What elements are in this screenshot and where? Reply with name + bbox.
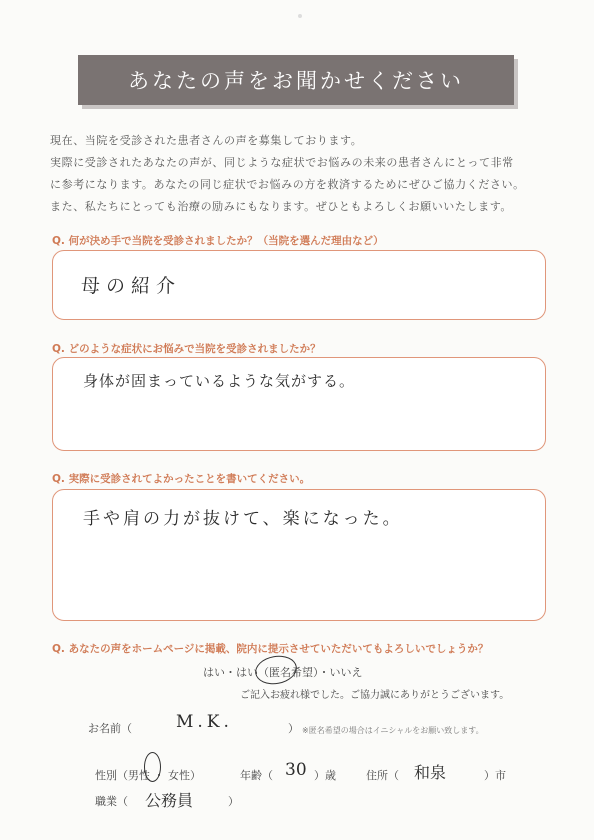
thanks-text: ご記入お疲れ様でした。ご協力誠にありがとうございます。 (240, 690, 510, 701)
answer-3-text: 手や肩の力が抜けて、楽になった。 (83, 509, 403, 529)
intro-line: 現在、当院を受診された患者さんの声を募集しております。 (50, 134, 363, 147)
question-3-label: Q. 実際に受診されてよかったことを書いてください。 (52, 473, 311, 485)
question-1-label: Q. 何が決め手で当院を受診されましたか？（当院を選んだ理由など） (52, 235, 384, 247)
intro-line: に参考になります。あなたの同じ症状でお悩みの方を救済するためにぜひご協力ください。 (50, 178, 525, 191)
address-label: 住所（ (366, 769, 399, 782)
intro-line: 実際に受診されたあなたの声が、同じような症状でお悩みの未来の患者さんにとって非常 (50, 156, 514, 169)
age-label: 年齢（ (240, 769, 273, 782)
name-value[interactable]: M.K. (176, 712, 233, 732)
consent-options[interactable]: はい・はい（匿名希望）・いいえ (203, 666, 363, 679)
fold-mark (298, 14, 302, 18)
job-label: 職業（ (95, 795, 128, 808)
page-title: あなたの声をお聞かせください (78, 55, 514, 105)
consent-question: Q. あなたの声をホームページに掲載、院内に提示させていただいてもよろしいでしょうか？ (52, 643, 489, 655)
name-label: お名前（ (88, 722, 132, 735)
answer-1-text: 母の紹介 (81, 275, 182, 297)
answer-box-2[interactable] (52, 357, 546, 451)
name-close: ） (288, 722, 299, 735)
age-unit: ）歳 (314, 769, 336, 782)
address-unit: ）市 (484, 769, 506, 782)
answer-2-text: 身体が固まっているような気がする。 (83, 372, 356, 390)
gender-circle (144, 752, 161, 782)
job-value[interactable]: 公務員 (145, 791, 194, 810)
gender-field[interactable]: 性別（男性 ・ 女性） (95, 769, 201, 782)
question-2-label: Q. どのような症状にお悩みで当院を受診されましたか？ (52, 343, 321, 355)
selection-circle (253, 653, 299, 688)
address-value[interactable]: 和泉 (414, 763, 447, 782)
answer-box-3[interactable] (52, 489, 546, 621)
answer-box-1[interactable] (52, 250, 546, 320)
age-value[interactable]: 30 (285, 760, 307, 780)
intro-line: また、私たちにとっても治療の励みにもなります。ぜひともよろしくお願いいたします。 (50, 200, 513, 213)
name-note: ※匿名希望の場合はイニシャルをお願い致します。 (302, 726, 484, 735)
intro-text (50, 130, 550, 218)
job-close: ） (228, 795, 239, 808)
